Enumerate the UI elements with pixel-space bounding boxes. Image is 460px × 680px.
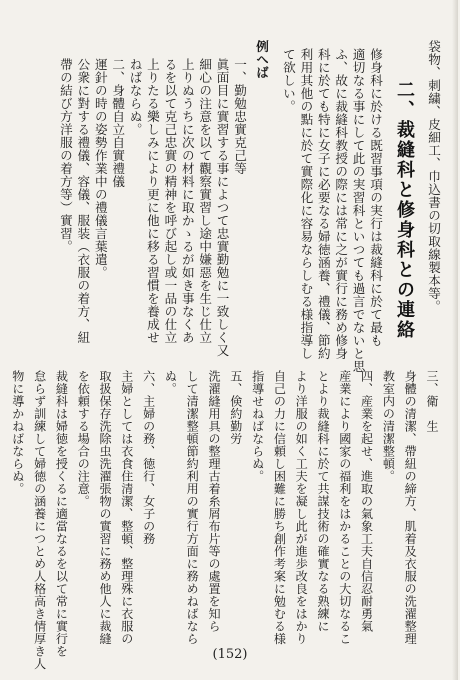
paragraph-line: ふ、故に裁縫科教授の際には常に之が實行に務め修身 xyxy=(333,48,349,360)
example-line: 公衆に對する禮儀、容儀、服装（衣服の着方、紐 xyxy=(75,58,91,344)
paragraph-line: 裁縫科は婦徳を授くるに適當なるを以て常に實行を xyxy=(54,370,69,658)
paragraph-line: 洗濯縫用具の整理古着糸屑布片等の處置を知ら xyxy=(207,370,222,633)
paragraph-line: ぬ。 xyxy=(163,370,178,395)
paragraph-line: を依頼する場合の注意。 xyxy=(76,370,91,508)
paragraph-line: 科に於ても特に女子に必要なる婦徳涵養、禮儀、節約 xyxy=(315,48,331,360)
example-line: 一、勤勉忠實克己等 xyxy=(232,58,247,175)
paragraph-line: 産業により國家の福利をはかることの大切なるこ xyxy=(337,370,352,645)
paragraph-line: 六、主婦の務、徳行、女子の務 xyxy=(141,370,156,545)
paragraph-line: 五、倹約勤労 xyxy=(228,370,243,445)
paragraph-line: 指導せねばならぬ。 xyxy=(250,370,265,483)
paragraph-line: 物に導かねばならぬ。 xyxy=(10,370,25,495)
paragraph-line: 取扱保存洗除虫洗濯張物の實習に務め他人に裁縫 xyxy=(98,370,113,645)
paragraph-line: 教室内の清潔整頓。 xyxy=(381,370,396,483)
paragraph-line: とより裁縫科に於て共謀技術の確實なる熟練に xyxy=(316,370,331,633)
section-heading: 二、裁縫科と修身科との連絡 xyxy=(394,80,415,340)
paragraph-line: 四、産業を起せ、進取の氣象工夫自信忍耐勇氣 xyxy=(359,370,374,633)
paragraph-line: より洋服の如く工夫を凝し此が進歩改良をはかり xyxy=(294,370,309,645)
example-line: 細心の注意を以て觀察實習し途中嫌惡を生じ仕立 xyxy=(197,58,213,344)
paragraph-line: 怠らず訓練して婦徳の涵養につとめ人格高き情厚き人 xyxy=(32,370,47,670)
page-edge-shadow xyxy=(452,0,458,680)
paragraph-line: 修身科に於ける既習事項の実行は裁縫科に於て最も xyxy=(368,48,383,347)
example-line: 二、身體自立自實禮儀 xyxy=(110,58,126,188)
paragraph-line: 主婦としては衣食住清潔、整頓、整理殊に衣服の xyxy=(119,370,134,645)
paragraph-line: 自己の力に信頼し困難に勝ち創作考案に勉むる様 xyxy=(272,370,287,645)
continuation-text xyxy=(425,40,442,340)
paragraph-line: 適切なる事にして此の実習科といつても過言でないと思 xyxy=(350,48,366,373)
paragraph-line: 利用其他の點に於て實際化に容易ならしむる様指導し xyxy=(298,48,314,360)
paragraph-line: 身體の清潔、帶紐の締方、肌着及衣服の洗濯整理 xyxy=(403,370,418,645)
example-line: 上りぬうちに次の材料に取かゝるが如き事なくあ xyxy=(179,58,195,344)
top-paragraph xyxy=(280,48,384,373)
example-line: ねばならぬ。 xyxy=(127,58,143,136)
example-line: るを以て克己忠實の精神を呼び起し或一品の仕立 xyxy=(162,58,178,344)
page-number: (152) xyxy=(212,647,248,662)
examples-label: 例へば xyxy=(254,40,269,79)
paragraph-line: て欲しい。 xyxy=(280,48,296,113)
example-line: 上りたる樂しみにより更に他に移る習慣を養成せ xyxy=(144,58,160,344)
example-items xyxy=(57,58,248,357)
example-line: 眞面目に實習する事によつて忠實勤勉に一致しく又 xyxy=(214,58,230,357)
example-line: 運針の時の姿勢作業中の禮儀言葉遣。 xyxy=(92,58,108,279)
continuation-line: 袋物、刺繍、皮細工、巾込書の切取線製本等。 xyxy=(426,40,441,313)
paragraph-line: 三、衛 生 xyxy=(425,370,439,433)
paragraph-line: して清潔整頓節約利用の實行方面に務めねばなら xyxy=(185,370,200,645)
example-line: 帶の結び方洋服の着方等）實習。 xyxy=(57,58,73,253)
